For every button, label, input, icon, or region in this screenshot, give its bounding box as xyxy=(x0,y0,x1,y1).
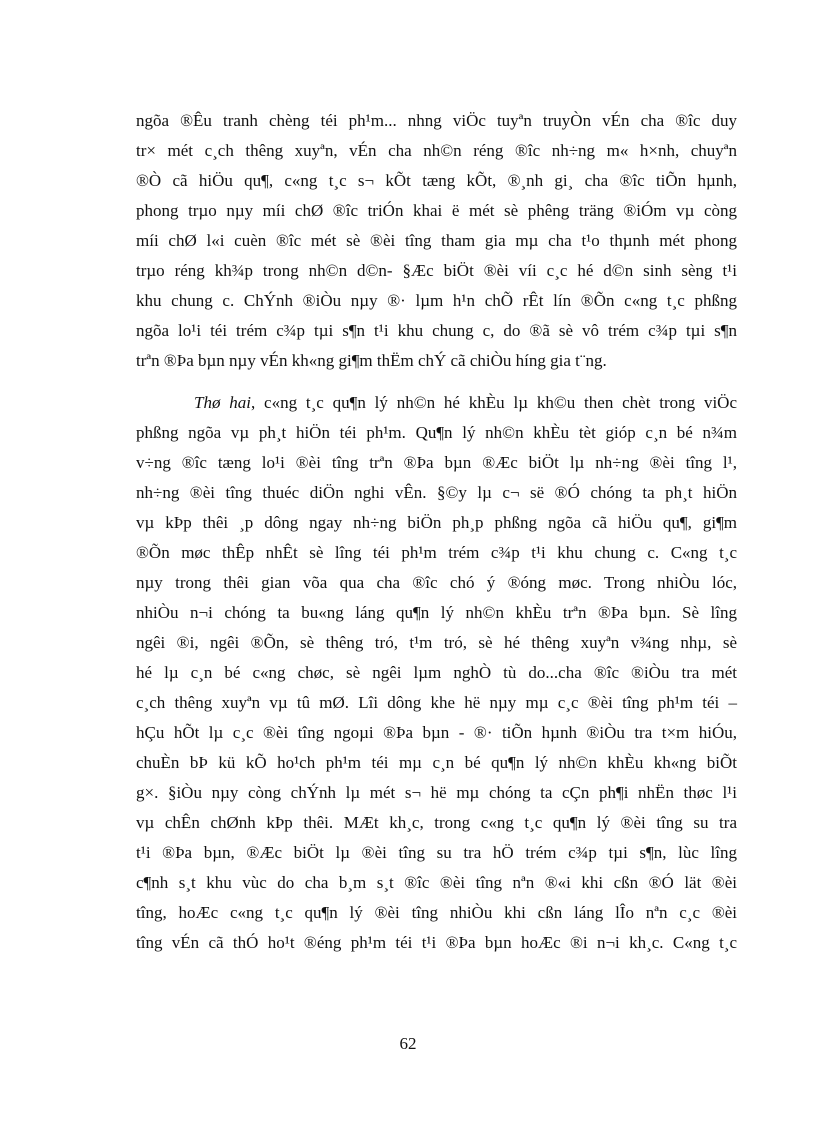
text-line: trµo réng kh¾p trong nh©n d©n- §Æc biÖt ®èi víi c¸c hé d©n sinh sèng t¹i xyxy=(136,261,737,280)
text-line: ngõa lo¹i téi trém c¾p tµi s¶n t¹i khu chung c, do ®ã sè vô trém c¾p tµi s¶n xyxy=(136,321,737,340)
page-number: 62 xyxy=(399,1034,417,1053)
text-line: ngêi ®i, ngêi ®Õn, sè thêng tró, t¹m tró, sè hé thêng xuyªn v¾ng nhµ, sè xyxy=(136,633,737,652)
text-line: tîng, hoÆc c«ng t¸c qu¶n lý ®èi tîng nhiÒu khi cßn láng lÎo nªn c¸c ®èi xyxy=(136,903,737,922)
text-line: vµ kÞp thêi ¸p dông ngay nh÷ng biÖn ph¸p phßng ngõa cã hiÖu qu¶, gi¶m xyxy=(136,513,737,532)
document-body xyxy=(136,106,737,970)
text-line: phßng ngõa vµ ph¸t hiÖn téi ph¹m. Qu¶n lý nh©n khÈu tèt gióp c¸n bé n¾m xyxy=(136,423,737,442)
text-line: g×. §iÒu nµy còng chÝnh lµ mét s¬ hë mµ chóng ta cÇn ph¶i nhËn thøc l¹i xyxy=(136,783,737,802)
text-line: ®Ò cã hiÖu qu¶, c«ng t¸c s¬ kÕt tæng kÕt, ®¸nh gi¸ cha ®îc tiÕn hµnh, xyxy=(136,171,737,190)
paragraph-1 xyxy=(136,106,737,376)
text-line: ®Õn møc thÊp nhÊt sè lîng téi ph¹m trém c¾p t¹i khu chung c. C«ng t¸c xyxy=(136,543,737,562)
paragraph-first-rest: , c«ng t¸c qu¶n lý nh©n hé khÈu lµ kh©u then chèt trong viÖc xyxy=(251,393,737,412)
paragraph-2 xyxy=(136,388,737,958)
text-line: c¸ch thêng xuyªn vµ tû mØ. Lîi dông khe hë nµy mµ c¸c ®èi tîng ph¹m téi – xyxy=(136,693,737,712)
paragraph-lead: Thø hai xyxy=(194,393,251,412)
text-line: chuÈn bÞ kü kÕ ho¹ch ph¹m téi mµ c¸n bé qu¶n lý nh©n khÈu kh«ng biÕt xyxy=(136,753,737,772)
text-line: hÇu hÕt lµ c¸c ®èi tîng ngoµi ®Þa bµn - ®· tiÕn hµnh ®iÒu tra t×m hiÓu, xyxy=(136,723,737,742)
text-line: nµy trong thêi gian võa qua cha ®îc chó ý ®óng møc. Trong nhiÒu lóc, xyxy=(136,573,737,592)
text-line: khu chung c. ChÝnh ®iÒu nµy ®· lµm h¹n chÕ rÊt lín ®Õn c«ng t¸c phßng xyxy=(136,291,737,310)
text-line: ngõa ®Êu tranh chèng téi ph¹m... nhng viÖc tuyªn truyÒn vÉn cha ®îc duy xyxy=(136,111,737,130)
text-line: tr× mét c¸ch thêng xuyªn, vÉn cha nh©n réng ®îc nh÷ng m« h×nh, chuyªn xyxy=(136,141,737,160)
text-line: t¹i ®Þa bµn, ®Æc biÖt lµ ®èi tîng su tra hÖ trém c¾p tµi s¶n, lùc lîng xyxy=(136,843,737,862)
text-line: trªn ®Þa bµn nµy vÉn kh«ng gi¶m thËm chÝ cã chiÒu híng gia t¨ng. xyxy=(136,351,607,370)
text-line: míi chØ l«i cuèn ®îc mét sè ®èi tîng tham gia mµ cha t¹o thµnh mét phong xyxy=(136,231,737,250)
text-line: nh÷ng ®èi tîng thuéc diÖn nghi vÊn. §©y lµ c¬ së ®Ó chóng ta ph¸t hiÖn xyxy=(136,483,737,502)
text-line: nhiÒu n¬i chóng ta bu«ng láng qu¶n lý nh©n khÈu trªn ®Þa bµn. Sè lîng xyxy=(136,603,737,622)
text-line: phong trµo nµy míi chØ ®îc triÓn khai ë mét sè phêng träng ®iÓm vµ còng xyxy=(136,201,737,220)
text-line: c¶nh s¸t khu vùc do cha b¸m s¸t ®îc ®èi tîng nªn ®«i khi cßn ®Ó lät ®èi xyxy=(136,873,737,892)
text-line-first xyxy=(136,388,737,418)
text-line: tîng vÉn cã thÓ ho¹t ®éng ph¹m téi t¹i ®Þa bµn hoÆc ®i n¬i kh¸c. C«ng t¸c xyxy=(136,933,737,952)
text-line: vµ chÊn chØnh kÞp thêi. MÆt kh¸c, trong c«ng t¸c qu¶n lý ®èi tîng su tra xyxy=(136,813,737,832)
text-line: v÷ng ®îc tæng lo¹i ®èi tîng trªn ®Þa bµn ®Æc biÖt lµ nh÷ng ®èi tîng l¹, xyxy=(136,453,737,472)
text-line: hé lµ c¸n bé c«ng chøc, sè ngêi lµm nghÒ tù do...cha ®îc ®iÒu tra mét xyxy=(136,663,737,682)
